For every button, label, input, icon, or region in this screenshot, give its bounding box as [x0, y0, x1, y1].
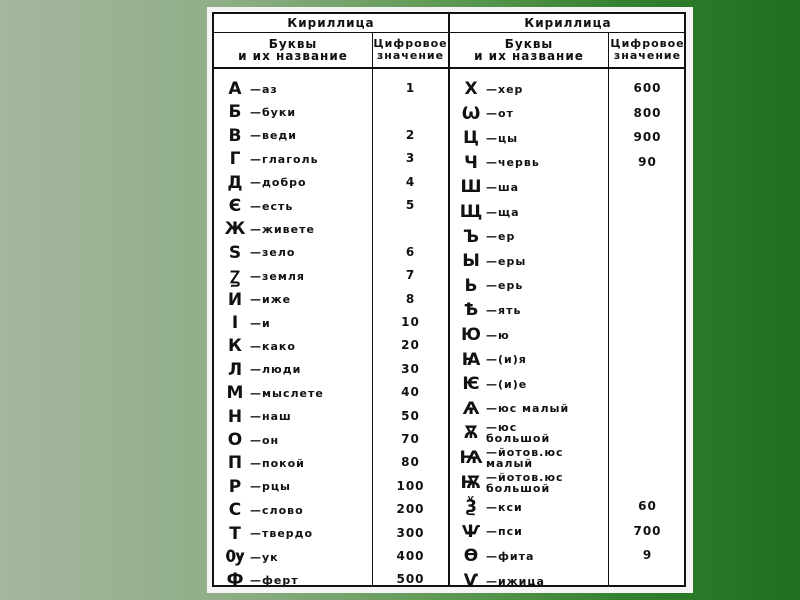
letter-glyph: Ꙗ: [461, 349, 481, 370]
header-underline: [214, 67, 684, 69]
numeric-value: 9: [642, 548, 653, 563]
table-row: [220, 312, 271, 334]
letter-glyph: В: [228, 125, 242, 146]
letter-glyph: Ѱ: [461, 521, 481, 542]
letter-name: —йотов.юс большой: [486, 470, 564, 495]
numeric-value: 3: [405, 151, 416, 166]
letter-name: —кси: [486, 500, 523, 514]
letter-glyph: І: [231, 313, 239, 333]
letter-name: —ерь: [486, 279, 524, 293]
table-row: [220, 499, 304, 521]
right-letters-header: Буквы и их название: [474, 37, 584, 63]
letter-glyph: Ѣ: [463, 300, 479, 321]
letter-name: —иже: [250, 293, 292, 307]
letter-name: —юс малый: [486, 402, 570, 416]
letter-glyph: Ѳ: [463, 546, 479, 567]
letter-glyph: Н: [227, 406, 243, 427]
table-row: [220, 546, 279, 568]
left-digits-header: Цифровое значение: [373, 37, 448, 62]
numeric-value: 1: [405, 81, 416, 95]
letter-glyph: С: [228, 500, 242, 521]
letter-glyph: Ѫ: [463, 423, 479, 444]
numeric-value: 5: [405, 198, 416, 212]
letter-name: —слово: [250, 503, 304, 517]
letter-glyph: Ж: [224, 219, 246, 240]
numeric-value: 100: [396, 478, 425, 493]
letter-glyph: Ъ: [463, 226, 479, 247]
table-row: [456, 570, 545, 592]
letter-name: —покой: [250, 456, 305, 470]
letter-glyph: П: [227, 453, 243, 474]
table-row: [220, 382, 324, 404]
table-row: [456, 78, 523, 100]
letter-name: —ща: [486, 205, 520, 219]
letter-name: —еры: [486, 254, 527, 268]
letter-glyph: Ь: [464, 275, 478, 296]
letter-name: —фита: [486, 549, 535, 563]
center-divider: [448, 14, 450, 585]
table-row: [456, 521, 523, 543]
letter-glyph: Ѩ: [459, 448, 483, 468]
numeric-value: 500: [396, 572, 425, 587]
table-row: [220, 148, 319, 170]
numeric-value: 60: [638, 499, 657, 514]
table-row: [220, 78, 278, 100]
letter-glyph: Ф: [226, 570, 244, 591]
numeric-value: 200: [396, 502, 425, 517]
numeric-value: 2: [405, 127, 416, 142]
table-row: [220, 172, 307, 194]
letter-glyph: Ѹ: [225, 547, 245, 567]
cyrillic-table: [212, 12, 686, 591]
letter-name: —земля: [250, 269, 305, 283]
letter-name: —пси: [486, 525, 523, 539]
letter-glyph: Т: [229, 523, 241, 544]
table-row: [220, 242, 295, 264]
letter-name: —хер: [486, 82, 524, 96]
letter-glyph: Є: [228, 196, 242, 216]
letter-name: —и: [250, 316, 271, 330]
letter-name: —ферт: [250, 573, 299, 587]
table-row: [456, 226, 515, 248]
letter-glyph: Ѵ: [463, 571, 479, 591]
title-underline: [214, 32, 684, 33]
letter-name: —ук: [250, 550, 279, 564]
table-row: [456, 349, 527, 371]
table-row: [220, 125, 297, 147]
letter-glyph: Ꙁ: [230, 267, 240, 288]
letter-name: —добро: [250, 176, 307, 190]
letter-glyph: О: [227, 430, 243, 450]
table-row: [456, 103, 514, 125]
numeric-value: 900: [633, 130, 662, 145]
numeric-value: 4: [405, 174, 416, 189]
table-row: [456, 324, 510, 346]
letter-glyph: Ѕ: [228, 242, 242, 263]
table-row: [220, 335, 296, 357]
letter-glyph: Г: [229, 149, 241, 170]
letter-glyph: Ѭ: [460, 472, 482, 493]
letter-glyph: Ч: [464, 152, 478, 173]
table-row: [456, 152, 540, 174]
table-row: [220, 218, 315, 240]
letter-name: —веди: [250, 129, 298, 143]
numeric-value: 90: [638, 154, 657, 169]
numeric-value: 300: [396, 525, 425, 540]
table-row: [456, 422, 550, 444]
letter-glyph: Щ: [459, 202, 483, 222]
numeric-value: 30: [401, 361, 420, 376]
letter-name: —ижица: [486, 574, 545, 588]
letter-glyph: А: [228, 79, 242, 99]
table-row: [456, 472, 564, 494]
left-title: Кириллица: [287, 16, 375, 30]
table-row: [456, 545, 534, 567]
letter-glyph: И: [227, 289, 243, 310]
numeric-value: 10: [401, 315, 420, 329]
letter-name: —мыслете: [250, 386, 324, 400]
letter-glyph: Ѧ: [462, 398, 480, 419]
numeric-value: 600: [633, 81, 662, 95]
table-row: [220, 523, 313, 545]
letter-glyph: Ы: [462, 251, 480, 272]
letter-glyph: Ш: [460, 177, 482, 198]
table-row: [456, 176, 519, 198]
table-row: [220, 569, 299, 591]
letter-glyph: Р: [228, 476, 242, 497]
numeric-value: 800: [633, 105, 662, 120]
table-row: [220, 289, 291, 311]
letter-name: —аз: [250, 82, 278, 96]
letter-name: —како: [250, 339, 296, 353]
letter-name: —зело: [250, 246, 296, 260]
letter-name: —(и)е: [486, 377, 528, 391]
numeric-value: 400: [396, 549, 425, 563]
letter-glyph: К: [228, 336, 242, 357]
numeric-value: 7: [405, 268, 416, 283]
letter-name: —ять: [486, 303, 522, 317]
letter-name: —он: [250, 433, 280, 447]
letter-name: —ша: [486, 180, 520, 194]
numeric-value: 20: [401, 338, 420, 353]
letter-glyph: Ц: [463, 128, 479, 149]
letter-glyph: Ѡ: [461, 103, 481, 124]
letter-name: —твердо: [250, 527, 314, 541]
numeric-value: 40: [401, 385, 420, 400]
letter-glyph: Ѯ: [465, 497, 477, 518]
table-row: [456, 299, 521, 321]
letter-name: —ю: [486, 328, 510, 342]
table-row: [456, 496, 523, 518]
letter-name: —цы: [486, 131, 519, 145]
letter-name: —червь: [486, 156, 540, 170]
table-row: [456, 373, 527, 395]
table-row: [220, 195, 293, 217]
letter-glyph: Ѥ: [462, 374, 480, 395]
letter-glyph: Д: [227, 172, 243, 193]
numeric-value: 70: [401, 432, 420, 446]
letter-glyph: Б: [228, 102, 242, 123]
table-row: [220, 476, 291, 498]
letter-name: —буки: [250, 105, 297, 119]
letter-name: —живете: [250, 222, 315, 236]
table-frame: [207, 7, 693, 593]
letter-name: —от: [486, 107, 514, 121]
numeric-value: 6: [405, 244, 416, 259]
letter-glyph: Л: [227, 359, 243, 380]
table-row: [456, 127, 518, 149]
letter-name: —рцы: [250, 480, 291, 494]
table-row: [456, 201, 520, 223]
numeric-value: 8: [405, 291, 416, 306]
letter-name: —(и)я: [486, 353, 527, 367]
left-letters-header: Буквы и их название: [238, 37, 348, 63]
table-row: [456, 447, 564, 469]
table-row: [220, 359, 301, 381]
table-row: [220, 452, 305, 474]
table-row: [220, 429, 279, 451]
letter-name: —наш: [250, 410, 292, 424]
letter-name: —глаголь: [250, 152, 319, 166]
table-row: [456, 275, 523, 297]
table-row: [456, 398, 569, 420]
letter-name: —йотов.юс малый: [486, 446, 564, 470]
table-row: [220, 265, 305, 287]
numeric-value: 80: [401, 455, 420, 470]
letter-name: —люди: [250, 363, 302, 377]
letter-name: —ер: [486, 230, 516, 244]
right-digits-header: Цифровое значение: [610, 37, 685, 62]
right-title: Кириллица: [524, 16, 612, 30]
table-row: [220, 101, 296, 123]
table-row: [220, 406, 292, 428]
letter-name: —юс большой: [486, 421, 551, 446]
letter-name: —есть: [250, 199, 294, 213]
letter-glyph: Ю: [461, 325, 481, 345]
letter-glyph: М: [226, 383, 244, 404]
numeric-value: 50: [401, 408, 420, 423]
table-row: [456, 250, 526, 272]
letter-glyph: Х: [464, 79, 478, 99]
numeric-value: 700: [633, 523, 662, 538]
